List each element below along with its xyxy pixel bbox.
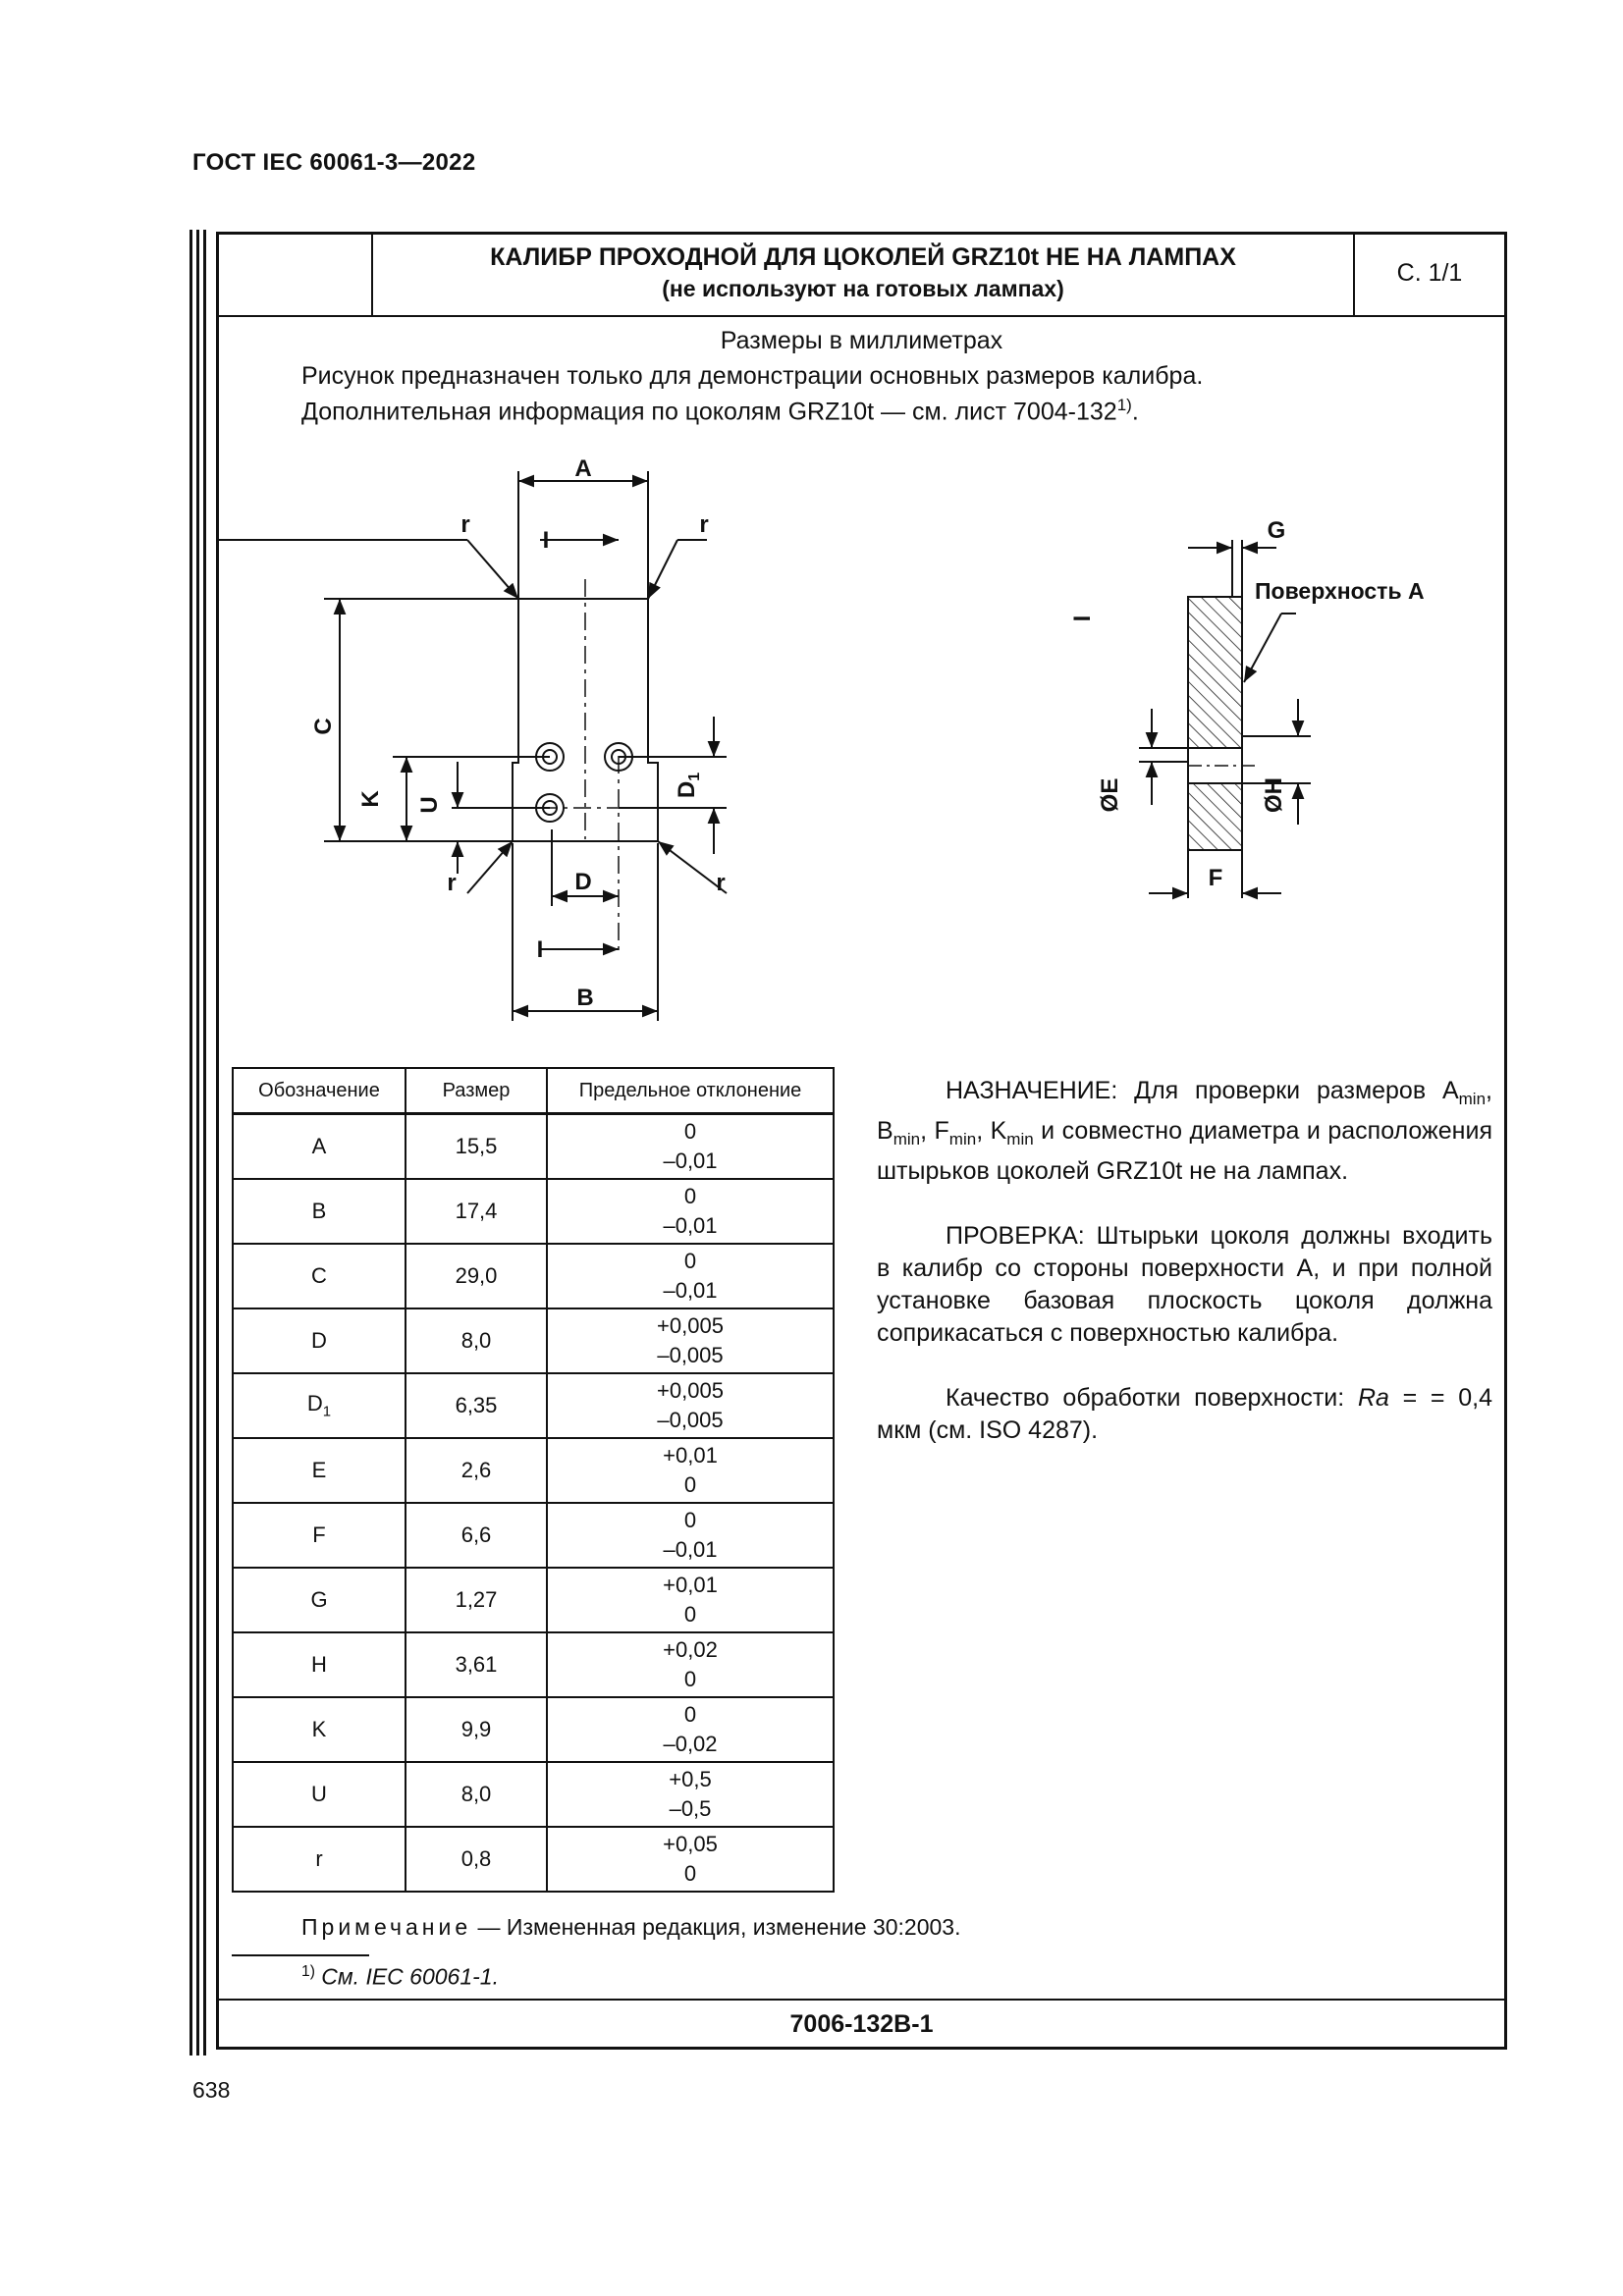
table-row [233, 1503, 834, 1568]
tolerance-upper: 0 [683, 1249, 697, 1273]
tolerance-lower: –0,005 [657, 1408, 724, 1432]
sheet-title-line1: КАЛИБР ПРОХОДНОЙ ДЛЯ ЦОКОЛЕЙ GRZ10t НЕ НА ЛАМПАХ [490, 243, 1236, 271]
header-symbol: Обозначение [233, 1068, 406, 1114]
tolerance-upper: 0 [683, 1184, 697, 1208]
tolerance-upper: +0,01 [663, 1573, 718, 1597]
table-row [233, 1632, 834, 1697]
cell-tolerance [547, 1308, 834, 1373]
tolerance-upper: 0 [683, 1119, 697, 1144]
table-header-row [233, 1068, 834, 1114]
tolerance-lower: 0 [683, 1472, 697, 1497]
cell-size: 2,6 [406, 1438, 547, 1503]
cell-size: 29,0 [406, 1244, 547, 1308]
tolerance-lower: 0 [683, 1602, 697, 1627]
purpose-text [877, 1075, 1492, 1479]
table-row [233, 1308, 834, 1373]
sheet-number: С. 1/1 [1396, 259, 1463, 287]
cell-size: 17,4 [406, 1179, 547, 1244]
side-view-labels [1069, 517, 1425, 891]
label-i: I [536, 936, 544, 963]
tolerance-lower: –0,02 [663, 1732, 718, 1756]
surface-quality-paragraph: Качество обработки поверхности: Ra = = 0,4 мкм (см. ISO 4287). [877, 1384, 1492, 1444]
tolerance-lower: –0,01 [663, 1148, 718, 1173]
cell-size: 8,0 [406, 1308, 547, 1373]
cell-size: 15,5 [406, 1114, 547, 1180]
label-surface: Поверхность A [1255, 578, 1425, 604]
cell-size: 6,6 [406, 1503, 547, 1568]
front-view [216, 471, 727, 1021]
intro-line-1: Рисунок предназначен только для демонстрации основных размеров калибра. [301, 362, 1204, 390]
margin-bar [189, 230, 192, 2056]
cell-size: 3,61 [406, 1632, 547, 1697]
dimensions-table [232, 1067, 835, 1893]
sheet-id: 7006-132B-1 [216, 1999, 1507, 2050]
tolerance-lower: 0 [683, 1861, 697, 1886]
cell-tolerance [547, 1179, 834, 1244]
tolerance-lower: –0,5 [669, 1796, 712, 1821]
cell-tolerance [547, 1244, 834, 1308]
cell-symbol: $D_1$ [233, 1373, 406, 1438]
cell-symbol: G [233, 1568, 406, 1632]
label-i: I [542, 527, 550, 554]
label-d1: $D_1$ [674, 772, 703, 799]
label-r: r [716, 870, 726, 896]
cell-tolerance [547, 1114, 834, 1180]
table-row [233, 1179, 834, 1244]
label-a: A [574, 455, 592, 482]
cell-size: 8,0 [406, 1762, 547, 1827]
sheet-title [373, 232, 1355, 315]
purpose-paragraph: НАЗНАЧЕНИЕ: Для проверки размеров $A_{min}$, $B_{min}$, $F_{min}$, $K_{min}$ и совместно диаметра и расположения штырьков цоколей GRZ10t не на лампах. [877, 1077, 1492, 1185]
cell-symbol: U [233, 1762, 406, 1827]
label-b: B [576, 985, 594, 1011]
label-e: ØE [1097, 777, 1123, 813]
tolerance-lower: 0 [683, 1667, 697, 1691]
tolerance-upper: +0,05 [663, 1832, 718, 1856]
cell-symbol: D [233, 1308, 406, 1373]
note: Примечание — Измененная редакция, изменение 30:2003. [301, 1914, 961, 1940]
table-row [233, 1244, 834, 1308]
footnote-rule [232, 1954, 369, 1956]
cell-tolerance [547, 1632, 834, 1697]
title-blank-cell [216, 232, 373, 315]
cell-tolerance [547, 1373, 834, 1438]
tolerance-upper: +0,005 [657, 1313, 724, 1338]
label-k: K [357, 790, 384, 808]
cell-tolerance [547, 1438, 834, 1503]
margin-bar [196, 230, 199, 2056]
cell-symbol: K [233, 1697, 406, 1762]
table-row [233, 1697, 834, 1762]
sheet-title-line2: (не используют на готовых лампах) [662, 276, 1064, 301]
label-r: r [699, 511, 709, 538]
label-u: U [416, 796, 443, 814]
tolerance-upper: 0 [683, 1508, 697, 1532]
cell-symbol: C [233, 1244, 406, 1308]
cell-size: 6,35 [406, 1373, 547, 1438]
tolerance-upper: 0 [683, 1702, 697, 1727]
cell-size: 1,27 [406, 1568, 547, 1632]
tolerance-lower: –0,005 [657, 1343, 724, 1367]
table-row [233, 1827, 834, 1892]
label-i-side: I [1069, 614, 1096, 622]
cell-tolerance [547, 1697, 834, 1762]
gauge-drawing [216, 432, 1507, 1060]
page-number: 638 [192, 2077, 231, 2103]
margin-bar [203, 230, 206, 2056]
label-r: r [447, 870, 457, 896]
cell-tolerance [547, 1568, 834, 1632]
cell-symbol: F [233, 1503, 406, 1568]
tolerance-upper: +0,005 [657, 1378, 724, 1403]
units-note: Размеры в миллиметрах [720, 327, 1003, 354]
tolerance-lower: –0,01 [663, 1278, 718, 1303]
header-size: Размер [406, 1068, 547, 1114]
label-h: ØH [1261, 777, 1287, 813]
table-row [233, 1568, 834, 1632]
cell-size: 9,9 [406, 1697, 547, 1762]
footnote: $^{1)}$ См. IEC 60061-1. [301, 1963, 499, 1990]
cell-tolerance [547, 1762, 834, 1827]
tolerance-upper: +0,5 [669, 1767, 712, 1791]
header-tolerance: Предельное отклонение [547, 1068, 834, 1114]
document-header: ГОСТ IEC 60061-3—2022 [192, 149, 476, 176]
cell-tolerance [547, 1827, 834, 1892]
tolerance-upper: +0,02 [663, 1637, 718, 1662]
cell-symbol: A [233, 1114, 406, 1180]
cell-symbol: H [233, 1632, 406, 1697]
tolerance-lower: –0,01 [663, 1537, 718, 1562]
table-row [233, 1114, 834, 1180]
cell-symbol: r [233, 1827, 406, 1892]
cell-symbol: B [233, 1179, 406, 1244]
cell-symbol: E [233, 1438, 406, 1503]
table-row [233, 1438, 834, 1503]
label-f: F [1208, 865, 1223, 891]
table-row [233, 1762, 834, 1827]
label-d: D [574, 869, 592, 895]
table-row [233, 1373, 834, 1438]
label-c: C [310, 718, 337, 735]
intro-line-2: Дополнительная информация по цоколям GRZ10t — см. лист 7004-132$^{1)}$. [301, 396, 1139, 426]
title-block [216, 232, 1507, 317]
label-r: r [460, 511, 470, 538]
label-g: G [1267, 517, 1286, 544]
check-paragraph: ПРОВЕРКА: Штырьки цоколя должны входить в калибр со стороны поверхности A, и при полной установке базовая плоскость цоколя должна соприкасаться с поверхностью калибра. [877, 1222, 1492, 1347]
tolerance-upper: +0,01 [663, 1443, 718, 1468]
cell-size: 0,8 [406, 1827, 547, 1892]
tolerance-lower: –0,01 [663, 1213, 718, 1238]
cell-tolerance [547, 1503, 834, 1568]
